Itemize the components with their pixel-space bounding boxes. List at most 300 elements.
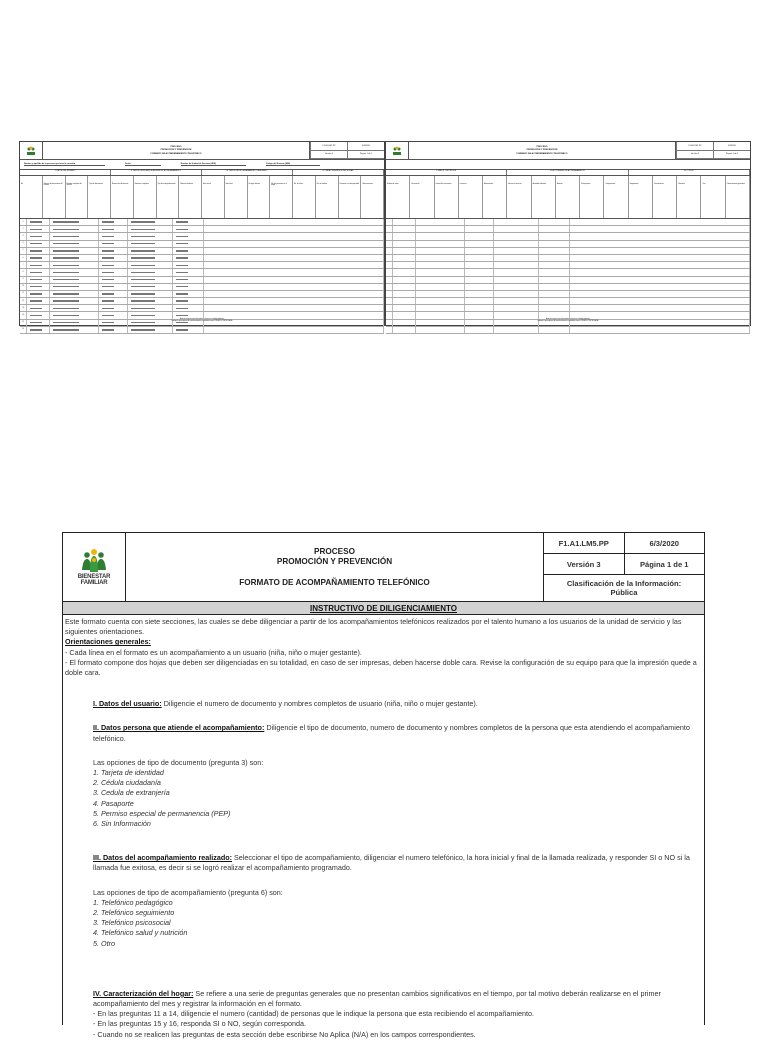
table-cell: 4 <box>20 241 27 247</box>
table-cell <box>173 327 204 333</box>
section-4-item: - En las preguntas 11 a 14, diligencie el numero (cantidad) de personas que le indique la persona que esta recibiendo el acompañamiento. <box>93 1009 534 1019</box>
table-cell <box>494 248 539 254</box>
table-cell <box>27 291 50 297</box>
table-cell <box>570 233 750 239</box>
table-cell <box>27 277 50 283</box>
table-cell <box>465 248 494 254</box>
table-row <box>20 269 384 276</box>
table-cell <box>128 219 173 225</box>
option-item: 3. Telefónico psicosocial <box>93 918 171 928</box>
column-header: Observaciones <box>361 176 384 218</box>
table-cell <box>50 284 99 290</box>
info-field: Nombre de Unidad de Servicio (UDS) <box>181 163 246 166</box>
table-cell <box>386 312 393 318</box>
column-header: Nombres completos <box>134 176 157 218</box>
table-row <box>386 291 750 298</box>
table-cell <box>465 312 494 318</box>
option-item: 3. Cedula de extranjería <box>93 788 170 798</box>
information-classification <box>544 575 704 601</box>
table-cell <box>173 262 204 268</box>
table-cell <box>570 312 750 318</box>
info-field: Código del Sistema (SIM) <box>266 163 320 166</box>
column-header: No. de niños <box>293 176 316 218</box>
table-row <box>20 262 384 269</box>
table-cell <box>570 262 750 268</box>
table-row <box>20 277 384 284</box>
table-cell <box>465 298 494 304</box>
table-cell: 1 <box>20 219 27 225</box>
table-cell <box>393 233 416 239</box>
footer-line: Antes de imprimir este documento... piense en el medio ambiente! <box>179 319 225 320</box>
section-4-item: - Cuando no se realicen las preguntas de esta sección debe escribirse No Aplica (N/A) en los campos correspondientes. <box>93 1029 476 1039</box>
section-2 <box>65 723 701 743</box>
table-cell <box>50 219 99 225</box>
table-cell <box>494 291 539 297</box>
table-cell <box>494 262 539 268</box>
general-item: - Cada línea en el formato es un acompañamiento a un usuario (niña, niño o mujer gestante). <box>65 647 362 657</box>
data-rows <box>20 219 384 334</box>
table-cell: 9 <box>20 277 27 283</box>
table-cell <box>465 241 494 247</box>
table-row <box>20 255 384 262</box>
footer-line: Cualquier copia impresa de este documento se considera como COPIA NO CONTROLADA. <box>171 321 233 322</box>
section-header: V. SALUD Y NUTRICIÓN <box>386 170 507 175</box>
table-cell <box>27 269 50 275</box>
table-row <box>386 255 750 262</box>
column-header: Número de documento del usuario <box>43 176 66 218</box>
table-cell <box>539 269 570 275</box>
metadata-cell <box>544 533 704 601</box>
section-header: VII. OTROS <box>629 170 750 175</box>
instructions-document <box>62 532 705 1039</box>
table-cell: 5 <box>20 248 27 254</box>
table-row <box>386 269 750 276</box>
table-cell <box>128 291 173 297</box>
table-cell <box>570 269 750 275</box>
table-cell <box>204 248 384 254</box>
table-cell <box>99 291 128 297</box>
table-cell <box>173 284 204 290</box>
table-cell <box>539 219 570 225</box>
table-cell <box>27 219 50 225</box>
column-header: Número de documento <box>111 176 134 218</box>
table-cell <box>465 226 494 232</box>
instructions-title: INSTRUCTIVO DE DILIGENCIAMIENTO <box>63 602 704 615</box>
table-cell <box>386 241 393 247</box>
table-row <box>20 241 384 248</box>
table-cell <box>386 305 393 311</box>
table-cell <box>204 284 384 290</box>
table-cell <box>416 284 465 290</box>
column-header: Seguimiento <box>629 176 653 218</box>
code-block <box>676 142 750 159</box>
code-block <box>310 142 384 159</box>
table-row <box>20 305 384 312</box>
table-cell <box>128 327 173 333</box>
table-cell <box>173 226 204 232</box>
table-row <box>386 284 750 291</box>
section-header: IV. CARACTERIZACIÓN DEL HOGAR <box>293 170 384 175</box>
table-cell <box>393 277 416 283</box>
table-cell <box>27 312 50 318</box>
process-name: PROMOCIÓN Y PREVENCIÓN <box>276 557 393 566</box>
table-cell <box>539 291 570 297</box>
column-header: Estado de salud <box>386 176 410 218</box>
acc-types-list <box>65 898 701 949</box>
table-row <box>386 298 750 305</box>
column-header: Observaciones generales <box>726 176 750 218</box>
table-cell <box>539 262 570 268</box>
page-number: Página 1 de 1 <box>624 554 705 574</box>
code-cell: F1.A1.LM5.PP <box>676 142 713 151</box>
table-cell <box>539 277 570 283</box>
table-cell <box>416 298 465 304</box>
table-cell <box>204 298 384 304</box>
table-cell <box>539 226 570 232</box>
table-cell <box>173 248 204 254</box>
table-cell <box>416 312 465 318</box>
table-cell <box>27 305 50 311</box>
table-cell <box>173 219 204 225</box>
table-cell <box>50 312 99 318</box>
table-cell <box>539 305 570 311</box>
table-cell: 7 <box>20 262 27 268</box>
table-cell <box>50 255 99 261</box>
table-cell <box>99 219 128 225</box>
table-cell <box>204 226 384 232</box>
table-cell: 14 <box>20 312 27 318</box>
form-version: Versión 3 <box>566 559 601 569</box>
table-cell <box>494 305 539 311</box>
classification-label: Clasificación de la Información: <box>566 579 682 588</box>
column-headers <box>20 176 384 219</box>
spreadsheet-page-right <box>385 141 751 326</box>
table-cell <box>416 269 465 275</box>
table-cell <box>570 284 750 290</box>
table-cell <box>386 233 393 239</box>
footer-line: Antes de imprimir este documento... piense en el medio ambiente! <box>545 319 591 320</box>
column-header: Personas con discapacidad <box>339 176 362 218</box>
section-4 <box>65 989 701 1009</box>
section-text: Diligencie el tipo de documento, numero de documento y nombres completos de la persona que esta atendiendo el acompañamiento telefónico. <box>93 723 690 743</box>
table-cell <box>50 269 99 275</box>
table-cell <box>539 255 570 261</box>
table-cell <box>465 305 494 311</box>
table-cell <box>465 327 494 333</box>
section-text: Diligencie el numero de documento y nombres completos de usuario (niña, niño o mujer gestante). <box>161 699 478 709</box>
table-cell <box>99 305 128 311</box>
option-item: 5. Otro <box>93 938 115 948</box>
table-cell <box>27 284 50 290</box>
table-row <box>386 226 750 233</box>
table-cell <box>99 327 128 333</box>
table-cell <box>204 233 384 239</box>
option-item: 2. Telefónico seguimiento <box>93 908 175 918</box>
table-cell <box>204 327 384 333</box>
column-headers <box>386 176 750 219</box>
table-cell <box>570 255 750 261</box>
table-cell <box>204 219 384 225</box>
process-name: PROMOCIÓN Y PREVENCIÓN <box>526 149 558 152</box>
table-cell <box>465 233 494 239</box>
table-cell <box>99 262 128 268</box>
icbf-logo-small <box>386 142 409 159</box>
doc-types-list <box>65 768 701 829</box>
section-header: I. DATOS DEL USUARIO <box>20 170 111 175</box>
sheet-footer <box>20 319 384 323</box>
table-cell <box>128 255 173 261</box>
process-name: PROMOCIÓN Y PREVENCIÓN <box>160 149 192 152</box>
data-rows <box>386 219 750 334</box>
table-cell: 12 <box>20 298 27 304</box>
table-cell <box>386 291 393 297</box>
table-cell <box>50 233 99 239</box>
table-row <box>386 277 750 284</box>
table-cell <box>494 269 539 275</box>
table-cell <box>465 269 494 275</box>
logo-line: BIENESTAR <box>77 573 111 580</box>
intro-paragraph: Este formato cuenta con siete secciones, las cuales se debe diligenciar a partir de los acompañamientos telefónicos realizados por el talento humano a los usuarios de la unidad de servicio y las siguientes orientaciones. <box>65 617 682 637</box>
table-cell <box>393 248 416 254</box>
table-cell: 11 <box>20 291 27 297</box>
table-cell <box>99 277 128 283</box>
table-row <box>386 327 750 334</box>
table-cell <box>27 248 50 254</box>
table-cell <box>570 277 750 283</box>
table-row <box>386 248 750 255</box>
table-cell <box>386 327 393 333</box>
table-cell <box>128 312 173 318</box>
document-header <box>63 533 704 602</box>
table-row <box>20 291 384 298</box>
table-cell: 3 <box>20 233 27 239</box>
table-cell <box>50 298 99 304</box>
table-cell <box>494 298 539 304</box>
table-cell <box>570 219 750 225</box>
table-cell <box>27 298 50 304</box>
table-cell <box>128 262 173 268</box>
column-header: No. <box>20 176 43 218</box>
column-header: Tipo de acompañamiento <box>157 176 180 218</box>
table-cell <box>386 255 393 261</box>
table-cell <box>173 291 204 297</box>
table-cell <box>27 226 50 232</box>
table-cell <box>570 241 750 247</box>
table-cell <box>416 262 465 268</box>
column-header: Se logró realizar <box>248 176 271 218</box>
table-cell <box>386 219 393 225</box>
column-header: No. de adultos <box>316 176 339 218</box>
table-cell <box>99 241 128 247</box>
table-row <box>386 305 750 312</box>
table-cell: 2 <box>20 226 27 232</box>
spreadsheet-page-left <box>19 141 385 331</box>
table-cell <box>173 312 204 318</box>
column-header: No. de personas en el hogar <box>270 176 293 218</box>
table-cell <box>393 219 416 225</box>
table-cell <box>494 284 539 290</box>
table-cell <box>465 262 494 268</box>
logo-text <box>78 574 110 587</box>
table-cell <box>494 219 539 225</box>
column-header: Actividad realizada <box>532 176 556 218</box>
form-title: FORMATO DE ACOMPAÑAMIENTO TELEFÓNICO <box>239 578 430 587</box>
info-fields <box>386 160 750 170</box>
table-cell <box>416 226 465 232</box>
table-cell <box>416 219 465 225</box>
table-cell <box>173 269 204 275</box>
section-header: II. DATOS PERSONA QUE ATIENDE EL ACOMPAÑAMIENTO <box>111 170 202 175</box>
code-cell: 6/3/2020 <box>713 142 750 151</box>
table-cell <box>393 305 416 311</box>
table-cell <box>386 262 393 268</box>
form-code: F1.A1.LM5.PP <box>558 538 609 548</box>
column-header: Control de crecimiento <box>435 176 459 218</box>
general-item: - El formato compone dos hojas que deben ser diligenciadas en su totalidad, en caso de ser impresas, deben hacerse doble cara. Revise la configuración de su equipo para que la impresión quede a doble cara. <box>65 657 697 678</box>
info-field: Fecha <box>125 163 161 166</box>
section-label: II. Datos persona que atiende el acompañamiento: <box>93 723 265 733</box>
table-cell: 13 <box>20 305 27 311</box>
section-text: Seleccionar el tipo de acompañamiento, diligenciar el numero telefónico, la hora inicial y final de la llamada realizada, y responder SI o NO si la llamada fue exitosa, es decir si se logró realizar el acompañamiento programado. <box>93 853 690 873</box>
table-cell <box>173 305 204 311</box>
spreadsheet-header <box>20 142 384 160</box>
table-cell <box>99 284 128 290</box>
table-cell <box>386 226 393 232</box>
table-cell <box>27 233 50 239</box>
general-heading: Orientaciones generales: <box>65 637 151 647</box>
info-fields <box>20 160 384 170</box>
table-cell <box>539 284 570 290</box>
section-4-item: - En las preguntas 15 y 16, responda SI o NO, según corresponda. <box>93 1019 306 1029</box>
spreadsheet-header <box>386 142 750 160</box>
section-3 <box>65 853 701 873</box>
table-cell <box>99 298 128 304</box>
column-header: Orientaciones <box>653 176 677 218</box>
table-row <box>20 327 384 334</box>
table-cell <box>27 327 50 333</box>
table-cell <box>393 262 416 268</box>
column-header: Otro <box>701 176 725 218</box>
table-cell <box>393 226 416 232</box>
column-header: Material <box>556 176 580 218</box>
section-text: Se refiere a una serie de preguntas generales que no presentan cambios significativos en el tiempo, por tal motivo deberán realizarse en el primer acompañamiento del mes y registrar la información en el formato. <box>93 988 661 1009</box>
icbf-logo-small <box>20 142 43 159</box>
table-cell <box>539 312 570 318</box>
table-cell <box>465 255 494 261</box>
table-cell <box>465 277 494 283</box>
option-item: 4. Telefónico salud y nutrición <box>93 928 188 938</box>
table-cell <box>393 291 416 297</box>
column-header: Hora inicial <box>202 176 225 218</box>
code-cell: Página 1 de 1 <box>713 151 750 160</box>
option-item: 1. Telefónico pedagógico <box>93 897 173 907</box>
footer-line: Cualquier copia impresa de este documento se considera como COPIA NO CONTROLADA. <box>537 321 599 322</box>
process-label: PROCESO <box>536 145 548 148</box>
table-cell <box>204 269 384 275</box>
table-cell <box>27 255 50 261</box>
table-cell <box>570 327 750 333</box>
table-row <box>386 219 750 226</box>
table-cell <box>494 241 539 247</box>
table-cell <box>128 248 173 254</box>
table-cell <box>416 277 465 283</box>
table-cell <box>416 233 465 239</box>
table-cell <box>416 248 465 254</box>
table-cell <box>393 312 416 318</box>
table-cell <box>539 298 570 304</box>
table-cell <box>128 284 173 290</box>
process-label: PROCESO <box>314 547 355 556</box>
classification-value: Pública <box>610 588 638 597</box>
table-cell <box>99 248 128 254</box>
table-cell <box>173 241 204 247</box>
table-row <box>386 262 750 269</box>
table-cell <box>173 277 204 283</box>
table-cell <box>50 226 99 232</box>
option-item: 2. Cédula ciudadanía <box>93 778 161 788</box>
sheet-footer <box>386 319 750 323</box>
table-cell <box>128 241 173 247</box>
code-cell: Página 1 de 1 <box>347 151 384 160</box>
acc-types-lead: Las opciones de tipo de acompañamiento (pregunta 6) son: <box>93 887 283 897</box>
table-cell <box>204 262 384 268</box>
table-row <box>20 298 384 305</box>
table-cell: 16 <box>20 327 27 333</box>
table-row <box>20 226 384 233</box>
doc-types-lead: Las opciones de tipo de documento (pregunta 3) son: <box>93 757 264 767</box>
table-cell <box>50 291 99 297</box>
table-cell <box>465 219 494 225</box>
table-cell <box>27 262 50 268</box>
table-cell <box>386 298 393 304</box>
column-header: Hora final <box>225 176 248 218</box>
table-cell: 8 <box>20 269 27 275</box>
table-cell <box>50 262 99 268</box>
table-cell <box>204 305 384 311</box>
table-row <box>20 219 384 226</box>
table-cell <box>173 298 204 304</box>
table-cell <box>99 269 128 275</box>
table-cell <box>393 269 416 275</box>
table-cell <box>204 312 384 318</box>
column-header: Nombre completo del usuario <box>66 176 89 218</box>
table-cell <box>386 277 393 283</box>
column-header: Participantes <box>580 176 604 218</box>
table-cell <box>128 233 173 239</box>
table-cell <box>50 305 99 311</box>
table-cell <box>173 233 204 239</box>
table-cell <box>416 327 465 333</box>
section-header: VI. ACTIVIDADES DE ACOMPAÑAMIENTO <box>507 170 628 175</box>
table-cell <box>416 241 465 247</box>
table-row <box>386 233 750 240</box>
table-cell <box>570 291 750 297</box>
table-cell <box>494 255 539 261</box>
table-cell <box>128 298 173 304</box>
table-cell <box>570 248 750 254</box>
column-header: Vacunación <box>410 176 434 218</box>
table-cell <box>50 241 99 247</box>
process-label: PROCESO <box>170 145 182 148</box>
table-cell <box>539 248 570 254</box>
form-title: FORMATO DE ACOMPAÑAMIENTO TELEFÓNICO <box>516 152 568 155</box>
section-1 <box>65 699 701 709</box>
table-cell: 15 <box>20 320 27 326</box>
table-cell <box>386 269 393 275</box>
table-cell <box>204 241 384 247</box>
table-cell <box>99 255 128 261</box>
table-cell <box>494 233 539 239</box>
